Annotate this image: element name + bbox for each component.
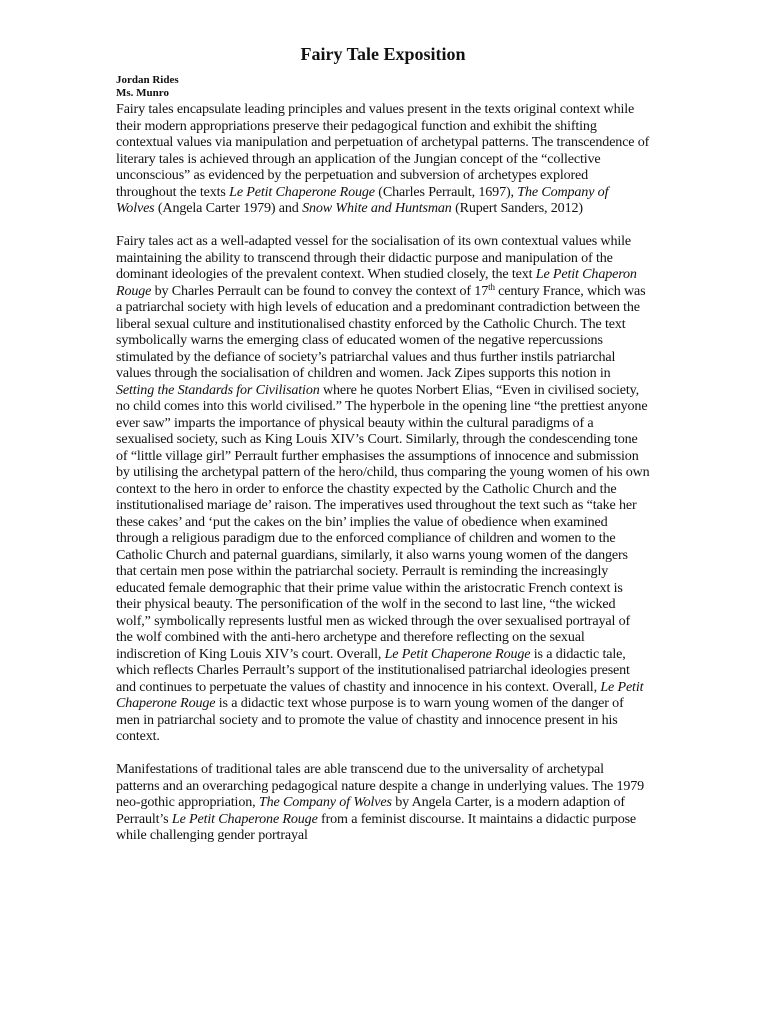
teacher-name: Ms. Munro bbox=[116, 87, 169, 99]
text-run: is a didactic text whose purpose is to warn young women of the danger of men in patriarchal society and to promote the value of chastity and innocence present in his context. bbox=[116, 695, 624, 744]
text-run: where he quotes Norbert Elias, “Even in civilised society, no child comes into this world civilised.” The hyperbole in the opening line “the prettiest anyone ever saw” imparts the importance of physical beauty within the cultural paradigms of a sexualised society, such as King Louis XIV’s Court. Similarly, through the condescending tone of “little village girl” Perrault further emphasises the assumptions of innocence and submission by utilising the archetypal pattern of the hero/child, thus comparing the young women of his own context to the hero in order to enforce the chastity expected by the Catholic Church and the institutionalised mariage de’ raison. The imperatives used throughout the text such as “take her these cakes’ and ‘put the cakes on the bin’ implies the value of obedience when examined through a religious paradigm due to the enforced compliance of children and women to the Catholic Church and paternal guardians, similarly, it also warns young women of the dangers that certain men pose within the patriarchal society. Perrault is reminding the increasingly educated female demographic that their prime value within the aristocratic French context is their physical beauty. The personification of the wolf in the second to last line, “the wicked wolf,” symbolically represents lustful men as wicked through the over sexualised portrayal of the wolf combined with the anti-hero archetype and therefore reflecting on the sexual indiscretion of King Louis XIV’s court. Overall, bbox=[116, 381, 650, 662]
author-name: Jordan Rides bbox=[116, 74, 179, 86]
text-run: by Charles Perrault can be found to convey the context of 17 bbox=[151, 282, 489, 299]
superscript: th bbox=[488, 281, 495, 292]
italic-title: Snow White and Huntsman bbox=[302, 200, 452, 216]
italic-title: Setting the Standards for Civilisation bbox=[116, 381, 320, 398]
italic-title: Le Petit Chaperone Rouge bbox=[171, 810, 318, 827]
text-run: century France, which was a patriarchal society with high levels of education and a predominant contradiction between the liberal sexual culture and institutionalised chastity enforced by the Catholic Church. The text symbolically warns the emerging class of educated women of the negative repercussions stimulated by the defiance of society’s patriarchal values and thus further instils patriarchal values through the socialisation of children and women. Jack Zipes supports this notion in bbox=[116, 282, 646, 381]
text-run: (Charles Perrault, 1697), bbox=[374, 183, 518, 200]
text-run: Fairy tales act as a well-adapted vessel for the socialisation of its own contextual values while maintaining the ability to transcend through their didactic purpose and manipulation of the dominant ideologies of the prevalent context. When studied closely, the text bbox=[116, 233, 631, 282]
italic-title: The Company of Wolves bbox=[116, 183, 609, 216]
italic-title: Le Petit Chaperon Rouge bbox=[116, 266, 637, 299]
text-run: by Angela Carter, is a modern adaption of Perrault’s bbox=[116, 794, 625, 827]
text-run: from a feminist discourse. It maintains a didactic purpose while challenging gender portrayal bbox=[116, 810, 637, 843]
text-run: Manifestations of traditional tales are able transcend due to the universality of archetypal patterns and an overarching pedagogical nature despite a change in underlying values. The 1979 neo-gothic appropriation, bbox=[116, 761, 645, 810]
paragraph-perrault-analysis bbox=[116, 233, 650, 745]
document-title: Fairy Tale Exposition bbox=[300, 44, 466, 64]
text-run: (Angela Carter 1979) and bbox=[154, 200, 303, 216]
italic-title: Le Petit Chaperone Rouge bbox=[116, 678, 644, 711]
paragraph-introduction bbox=[116, 101, 650, 217]
italic-title: The Company of Wolves bbox=[258, 794, 392, 810]
italic-title: Le Petit Chaperone Rouge bbox=[384, 645, 531, 662]
text-run: is a didactic tale, which reflects Charles Perrault’s support of the institutionalised patriarchal ideologies present and continues to perpetuate the values of chastity and innocence in his context. Overall, bbox=[116, 645, 630, 695]
document-page bbox=[116, 42, 650, 844]
paragraph-carter-appropriation bbox=[116, 761, 650, 844]
text-run: Fairy tales encapsulate leading principles and values present in the texts original context while their modern appropriations preserve their pedagogical function and exhibit the shifting contextual values via manipulation and perpetuation of archetypal patterns. The transcendence of literary tales is achieved through an application of the Jungian concept of the “collective unconscious” as evidenced by the perpetuation and subversion of archetypes explored throughout the texts bbox=[116, 101, 650, 200]
text-run: (Rupert Sanders, 2012) bbox=[451, 200, 583, 216]
italic-title: Le Petit Chaperone Rouge bbox=[229, 183, 375, 200]
